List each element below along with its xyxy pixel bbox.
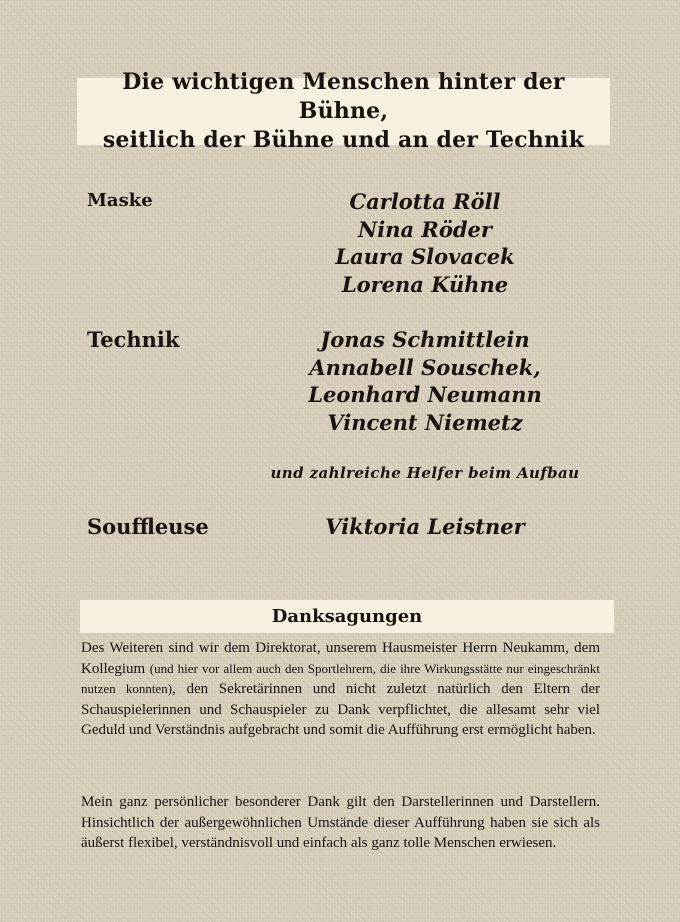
names-souffleuse	[225, 513, 625, 541]
thanks-heading: Danksagungen	[271, 606, 423, 627]
credit-name: Laura Slovacek	[335, 244, 515, 269]
credit-name: Carlotta Röll	[349, 189, 501, 214]
page-title-line-2: seitlich der Bühne und an der Technik	[102, 127, 585, 153]
thanks-paragraph-2: Mein ganz persönlicher besonderer Dank gilt den Darstellerinnen und Darstellern. Hinsichtlich der außergewöhnlichen Umstände dieser Aufführung haben sie sich als äußerst flexibel, verständnisvoll und einfach als ganz tolle Menschen erwiesen.	[81, 794, 600, 852]
thanks-paragraph-1-text-b: , den Sekretärinnen und nicht zuletzt natürlich den Eltern der Schauspielerinnen und Schauspieler zu Dank verpflichtet, die allesamt sehr viel Geduld und Verständnis aufgebracht und somit die Aufführung erst ermöglicht haben.	[81, 681, 600, 739]
role-label-souffleuse: Souffleuse	[87, 514, 209, 539]
credit-name: Viktoria Leistner	[325, 514, 525, 539]
thanks-paragraph-1-text-a: Des Weiteren sind wir dem Direktorat, unserem Hausmeister Herrn Neukamm, dem Kollegium	[81, 640, 600, 677]
title-box	[77, 69, 610, 153]
thanks-paragraph-1-aside: (und hier vor allem auch den Sportlehrern, die ihre Wirkungsstätte nur eingeschränkt nutzen konnten)	[81, 660, 600, 697]
credit-name: Leonhard Neumann	[308, 382, 542, 407]
role-label-technik: Technik	[87, 327, 180, 352]
credit-name: Annabell Souschek,	[309, 354, 541, 380]
names-maske	[225, 188, 625, 298]
credit-name: Vincent Niemetz	[327, 409, 523, 435]
names-technik	[225, 326, 625, 436]
role-label-maske: Maske	[87, 190, 153, 211]
helpers-note: und zahlreiche Helfer beim Aufbau	[270, 464, 580, 482]
page-title	[77, 68, 610, 155]
credit-name: Nina Röder	[358, 216, 492, 242]
thanks-paragraph-1	[81, 638, 600, 741]
credit-name: Jonas Schmittlein	[320, 327, 530, 352]
thanks-heading-box	[80, 600, 614, 633]
page-title-line-1: Die wichtigen Menschen hinter der Bühne,	[122, 69, 565, 124]
credit-name: Lorena Kühne	[341, 271, 509, 297]
